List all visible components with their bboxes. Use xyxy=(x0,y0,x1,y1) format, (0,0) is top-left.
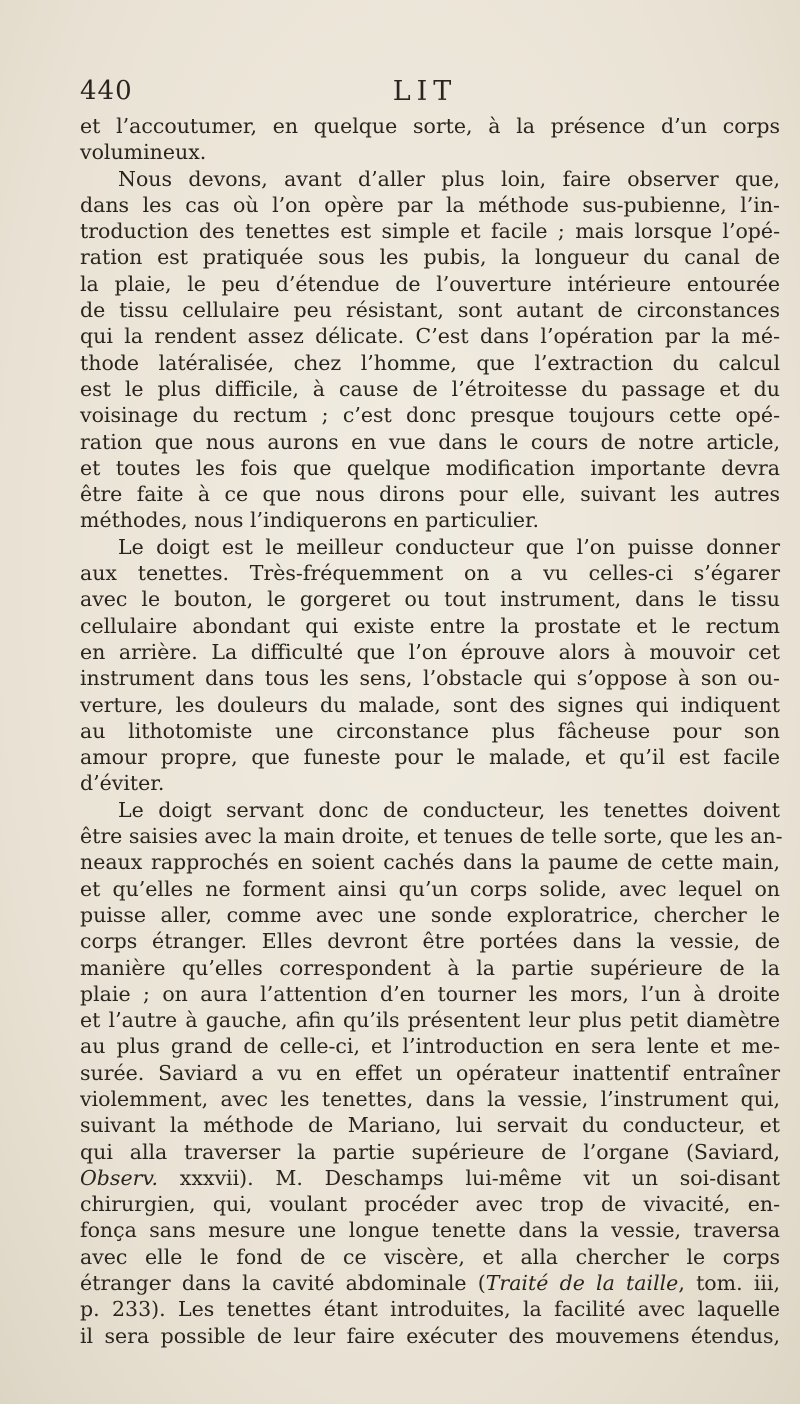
text-line: troduction des tenettes est simple et facile ; mais lorsque l’opé- xyxy=(80,219,780,244)
text-line: plaie ; on aura l’attention d’en tourner les mors, l’un à droite xyxy=(80,981,780,1006)
text-line: et l’autre à gauche, afin qu’ils présentent leur plus petit diamètre xyxy=(80,1008,780,1033)
page-number: 440 xyxy=(80,76,133,106)
text-line: en arrière. La difficulté que l’on éprouve alors à mouvoir cet xyxy=(80,639,780,664)
text-line: et qu’elles ne forment ainsi qu’un corps solide, avec lequel on xyxy=(80,876,780,901)
text-line: Nous devons, avant d’aller plus loin, faire observer que, xyxy=(118,166,780,191)
text-line: méthodes, nous l’indiquerons en particulier. xyxy=(80,508,540,533)
text-line: verture, les douleurs du malade, sont des signes qui indiquent xyxy=(80,692,780,717)
text-line: qui alla traverser la partie supérieure de l’organe (Saviard, xyxy=(80,1139,780,1164)
running-head: LIT xyxy=(392,76,458,107)
text-line: Le doigt servant donc de conducteur, les tenettes doivent xyxy=(118,797,780,822)
italic-citation: Traité de la taille xyxy=(485,1271,679,1296)
text-line: cellulaire abondant qui existe entre la prostate et le rectum xyxy=(80,613,780,638)
text-line: instrument dans tous les sens, l’obstacle qui s’oppose à son ou- xyxy=(80,666,780,691)
text-line: être faite à ce que nous dirons pour elle, suivant les autres xyxy=(80,482,780,507)
text-line: d’éviter. xyxy=(80,771,165,796)
text-line: aux tenettes. Très-fréquemment on a vu celles-ci s’égarer xyxy=(80,561,780,586)
text-line: p. 233). Les tenettes étant introduites, la facilité avec laquelle xyxy=(80,1297,780,1322)
text-line: Le doigt est le meilleur conducteur que l’on puisse donner xyxy=(118,534,780,559)
text-line: au lithotomiste une circonstance plus fâcheuse pour son xyxy=(80,718,780,743)
text-line: neaux rapprochés en soient cachés dans la paume de cette main, xyxy=(80,850,780,875)
body-text xyxy=(80,113,783,1349)
text-line: corps étranger. Elles devront être portées dans la vessie, de xyxy=(80,929,780,954)
text-line: être saisies avec la main droite, et tenues de telle sorte, que les an- xyxy=(80,824,783,849)
text-line: au plus grand de celle-ci, et l’introduction en sera lente et me- xyxy=(80,1034,780,1059)
text-line: la plaie, le peu d’étendue de l’ouverture intérieure entourée xyxy=(80,271,780,296)
text-line: avec le bouton, le gorgeret ou tout instrument, dans le tissu xyxy=(80,587,780,612)
text-line: volumineux. xyxy=(80,140,207,165)
text-line: ration que nous aurons en vue dans le cours de notre article, xyxy=(80,429,780,454)
text-line: surée. Saviard a vu en effet un opérateur inattentif entraîner xyxy=(80,1060,780,1085)
page-header xyxy=(80,74,770,110)
text-line: Observ. xxxvii). M. Deschamps lui-même vit un soi-disant xyxy=(80,1165,780,1190)
text-line: étranger dans la cavité abdominale (Traité de la taille, tom. iii, xyxy=(80,1271,781,1296)
text-line: et toutes les fois que quelque modification importante devra xyxy=(80,455,780,480)
text-line: ration est pratiquée sous les pubis, la longueur du canal de xyxy=(80,245,780,270)
italic-citation: Observ. xyxy=(80,1165,159,1190)
text-line: est le plus difficile, à cause de l’étroitesse du passage et du xyxy=(80,376,780,401)
text-line: suivant la méthode de Mariano, lui servait du conducteur, et xyxy=(80,1113,780,1138)
text-line: dans les cas où l’on opère par la méthode sus-pubienne, l’in- xyxy=(80,192,780,217)
text-line: il sera possible de leur faire exécuter des mouvemens étendus, xyxy=(80,1323,780,1348)
text-line: fonça sans mesure une longue tenette dans la vessie, traversa xyxy=(80,1218,780,1243)
text-line: manière qu’elles correspondent à la partie supérieure de la xyxy=(80,955,780,980)
text-line: puisse aller, comme avec une sonde exploratrice, chercher le xyxy=(80,902,780,927)
text-line: voisinage du rectum ; c’est donc presque toujours cette opé- xyxy=(80,403,780,428)
text-line: qui la rendent assez délicate. C’est dans l’opération par la mé- xyxy=(80,324,780,349)
text-line: chirurgien, qui, voulant procéder avec trop de vivacité, en- xyxy=(80,1192,780,1217)
text-line: et l’accoutumer, en quelque sorte, à la présence d’un corps xyxy=(80,114,780,138)
text-line: violemment, avec les tenettes, dans la vessie, l’instrument qui, xyxy=(80,1086,780,1111)
text-line: thode latéralisée, chez l’homme, que l’extraction du calcul xyxy=(80,350,780,375)
text-line: amour propre, que funeste pour le malade, et qu’il est facile xyxy=(80,745,780,770)
text-line: de tissu cellulaire peu résistant, sont autant de circonstances xyxy=(80,298,780,323)
text-line: avec elle le fond de ce viscère, et alla chercher le corps xyxy=(80,1244,780,1269)
